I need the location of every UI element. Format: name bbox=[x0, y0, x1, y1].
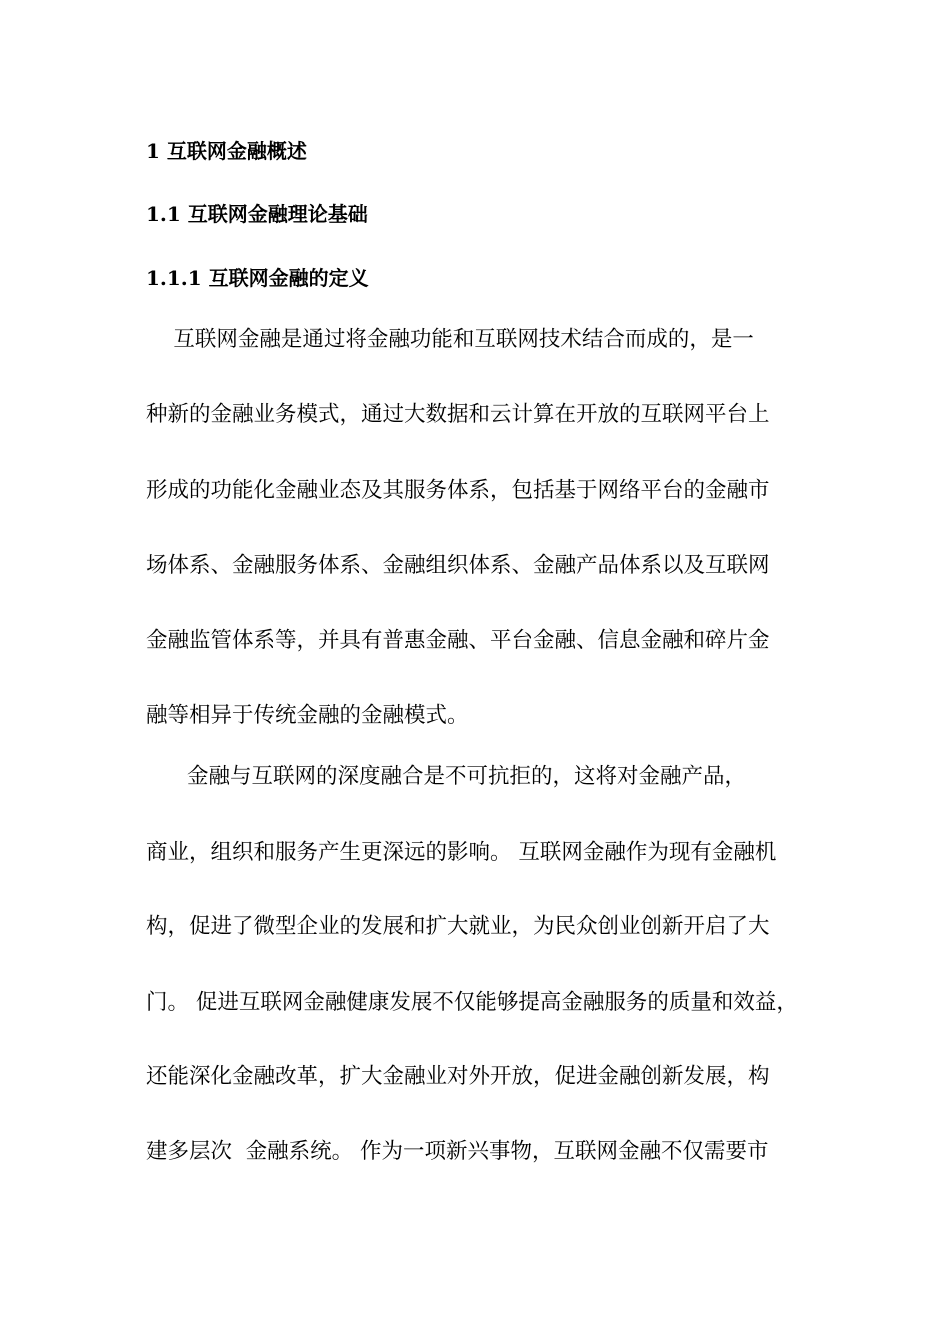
chapter-heading: 1 互联网金融概述 bbox=[146, 139, 307, 163]
paragraph-line: 商业，组织和服务产生更深远的影响。 互联网金融作为现有金融机 bbox=[146, 840, 777, 865]
paragraph-line: 门。 促进互联网金融健康发展不仅能够提高金融服务的质量和效益， bbox=[146, 990, 798, 1015]
paragraph-line: 互联网金融是通过将金融功能和互联网技术结合而成的，是一 bbox=[146, 327, 754, 352]
paragraph-line: 还能深化金融改革，扩大金融业对外开放，促进金融创新发展，构 bbox=[146, 1064, 770, 1089]
paragraph-line: 形成的功能化金融业态及其服务体系，包括基于网络平台的金融市 bbox=[146, 478, 770, 503]
paragraph-line: 建多层次 金融系统。 作为一项新兴事物，互联网金融不仅需要市 bbox=[146, 1139, 769, 1164]
paragraph-line: 金融监管体系等，并具有普惠金融、平台金融、信息金融和碎片金 bbox=[146, 628, 770, 653]
paragraph-line: 种新的金融业务模式，通过大数据和云计算在开放的互联网平台上 bbox=[146, 402, 770, 427]
paragraph-line: 金融与互联网的深度融合是不可抗拒的，这将对金融产品， bbox=[146, 764, 747, 789]
paragraph-line: 构，促进了微型企业的发展和扩大就业，为民众创业创新开启了大 bbox=[146, 914, 770, 939]
subsection-heading: 1.1.1 互联网金融的定义 bbox=[146, 266, 369, 290]
section-heading: 1.1 互联网金融理论基础 bbox=[146, 202, 368, 226]
paragraph-line: 场体系、金融服务体系、金融组织体系、金融产品体系以及互联网 bbox=[146, 553, 770, 578]
paragraph-line: 融等相异于传统金融的金融模式。 bbox=[146, 703, 469, 728]
